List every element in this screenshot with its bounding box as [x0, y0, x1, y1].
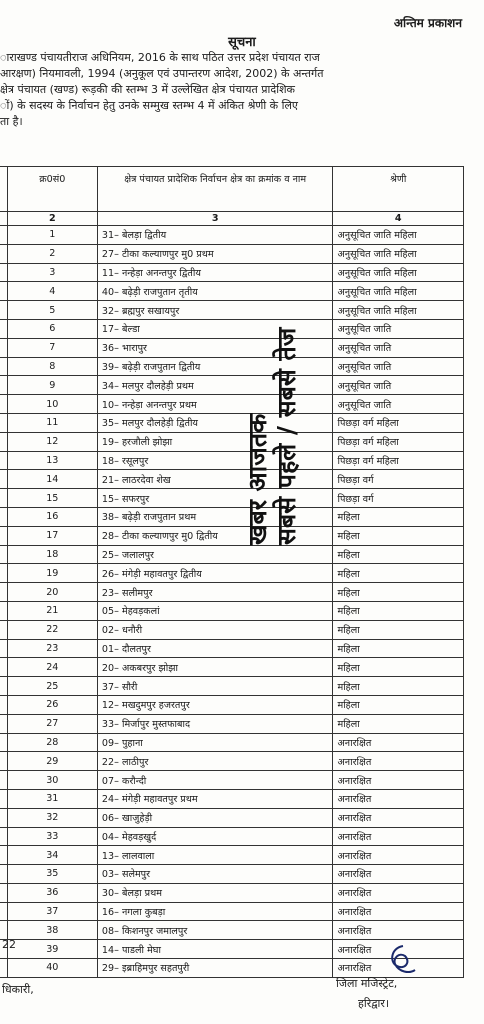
serial-cell: 35: [7, 865, 97, 884]
notice-title: सूचना: [228, 35, 256, 50]
district-name: हरिद्वार।: [358, 997, 390, 1010]
serial-cell: 10: [7, 395, 97, 414]
constituency-cell: 32– ब्रह्मपुर सखायपुर: [97, 301, 333, 320]
constituency-cell: 27– टीका कल्याणपुर मु0 प्रथम: [97, 244, 333, 263]
serial-cell: 39: [7, 940, 97, 959]
table-edge-cell: [0, 319, 7, 338]
table-edge-cell: [0, 883, 7, 902]
constituency-cell: 22– लाठीपुर: [97, 752, 333, 771]
table-edge-cell: [0, 212, 7, 226]
table-row: [0, 658, 464, 677]
table-row: [0, 338, 464, 357]
category-cell: अनारक्षित: [333, 808, 464, 827]
table-edge-cell: [0, 639, 7, 658]
table-row: [0, 883, 464, 902]
constituency-cell: 37– सौरी: [97, 677, 333, 696]
notice-paragraph: [0, 50, 484, 130]
table-edge-cell: [0, 771, 7, 790]
notice-line: ता है।: [0, 115, 23, 128]
index-col-4: 4: [333, 212, 464, 226]
table-row: [0, 714, 464, 733]
category-cell: अनारक्षित: [333, 752, 464, 771]
table-row: [0, 695, 464, 714]
serial-cell: 20: [7, 583, 97, 602]
serial-cell: 5: [7, 301, 97, 320]
table-edge-cell: [0, 808, 7, 827]
constituency-cell: 23– सलीमपुर: [97, 583, 333, 602]
serial-cell: 25: [7, 677, 97, 696]
table-row: [0, 451, 464, 470]
table-edge-cell: [0, 338, 7, 357]
serial-cell: 26: [7, 695, 97, 714]
footer-date: 22: [2, 938, 16, 951]
table-row: [0, 564, 464, 583]
constituency-cell: 40– बढ़ेड़ी राजपुतान तृतीय: [97, 282, 333, 301]
table-edge-cell: [0, 620, 7, 639]
serial-cell: 36: [7, 883, 97, 902]
table-edge-cell: [0, 413, 7, 432]
table-edge-cell: [0, 376, 7, 395]
constituency-cell: 29– इब्राहिमपुर सहतपुरी: [97, 959, 333, 978]
category-cell: अनारक्षित: [333, 883, 464, 902]
table-edge-cell: [0, 545, 7, 564]
table-row: [0, 432, 464, 451]
constituency-cell: 24– मंगेड़ी महावतपुर प्रथम: [97, 789, 333, 808]
signature-mark: [381, 944, 421, 978]
serial-cell: 16: [7, 507, 97, 526]
serial-cell: 18: [7, 545, 97, 564]
table-edge-cell: [0, 827, 7, 846]
table-edge-cell: [0, 658, 7, 677]
table-edge-cell: [0, 695, 7, 714]
category-cell: पिछड़ा वर्ग महिला: [333, 432, 464, 451]
category-cell: अनुसूचित जाति: [333, 338, 464, 357]
table-edge-cell: [0, 601, 7, 620]
table-row: [0, 846, 464, 865]
category-cell: अनारक्षित: [333, 959, 464, 978]
table-edge-cell: [0, 301, 7, 320]
category-cell: अनारक्षित: [333, 921, 464, 940]
serial-cell: 19: [7, 564, 97, 583]
constituency-cell: 01– दौलतपुर: [97, 639, 333, 658]
table-row: [0, 583, 464, 602]
category-cell: अनुसूचित जाति: [333, 376, 464, 395]
serial-cell: 22: [7, 620, 97, 639]
serial-cell: 21: [7, 601, 97, 620]
constituency-cell: 13– लालवाला: [97, 846, 333, 865]
serial-cell: 24: [7, 658, 97, 677]
serial-cell: 7: [7, 338, 97, 357]
table-row: [0, 413, 464, 432]
category-cell: महिला: [333, 677, 464, 696]
category-cell: महिला: [333, 639, 464, 658]
serial-cell: 1: [7, 226, 97, 245]
table-edge-cell: [0, 846, 7, 865]
table-row: [0, 319, 464, 338]
table-edge-cell: [0, 921, 7, 940]
table-edge-cell: [0, 263, 7, 282]
table-row: [0, 489, 464, 508]
table-row: [0, 789, 464, 808]
table-edge-cell: [0, 282, 7, 301]
serial-cell: 14: [7, 470, 97, 489]
serial-cell: 31: [7, 789, 97, 808]
table-row: [0, 470, 464, 489]
watermark-line-1: खबर आजतक: [243, 413, 272, 545]
category-cell: पिछड़ा वर्ग: [333, 489, 464, 508]
table-edge-cell: [0, 470, 7, 489]
constituency-cell: 36– भारापुर: [97, 338, 333, 357]
category-cell: अनुसूचित जाति: [333, 357, 464, 376]
serial-cell: 9: [7, 376, 97, 395]
constituency-cell: 08– किशनपुर जमालपुर: [97, 921, 333, 940]
table-edge-cell: [0, 677, 7, 696]
category-cell: अनुसूचित जाति महिला: [333, 244, 464, 263]
table-row: [0, 545, 464, 564]
table-edge-cell: [0, 583, 7, 602]
table-row: [0, 263, 464, 282]
serial-cell: 40: [7, 959, 97, 978]
table-row: [0, 677, 464, 696]
table-edge-cell: [0, 714, 7, 733]
serial-cell: 34: [7, 846, 97, 865]
constituency-cell: 26– मंगेड़ी महावतपुर द्वितीय: [97, 564, 333, 583]
table-row: [0, 639, 464, 658]
table-edge-cell: [0, 395, 7, 414]
category-cell: महिला: [333, 507, 464, 526]
notice-line: ों) के सदस्य के निर्वाचन हेतु उनके सम्मुख स्तम्भ 4 में अंकित श्रेणी के लिए: [0, 99, 299, 112]
category-cell: पिछड़ा वर्ग महिला: [333, 413, 464, 432]
serial-cell: 11: [7, 413, 97, 432]
table-row: [0, 526, 464, 545]
table-edge-cell: [0, 451, 7, 470]
category-cell: महिला: [333, 714, 464, 733]
category-cell: पिछड़ा वर्ग: [333, 470, 464, 489]
notice-line: आरक्षण) नियमावली, 1994 (अनुकूल एवं उपान्तरण आदेश, 2002) के अन्तर्गत: [0, 67, 324, 80]
table-edge-cell: [0, 789, 7, 808]
category-cell: अनारक्षित: [333, 733, 464, 752]
serial-cell: 12: [7, 432, 97, 451]
table-edge-cell: [0, 902, 7, 921]
serial-cell: 38: [7, 921, 97, 940]
serial-cell: 30: [7, 771, 97, 790]
category-cell: महिला: [333, 620, 464, 639]
notice-line: ाराखण्ड पंचायतीराज अधिनियम, 2016 के साथ पठित उत्तर प्रदेश पंचायत राज: [0, 51, 320, 64]
table-edge-cell: [0, 489, 7, 508]
table-row: [0, 827, 464, 846]
category-cell: अनारक्षित: [333, 789, 464, 808]
table-row: [0, 226, 464, 245]
serial-cell: 33: [7, 827, 97, 846]
constituency-cell: 30– बेलड़ा प्रथम: [97, 883, 333, 902]
serial-cell: 4: [7, 282, 97, 301]
constituency-cell: 17– बेल्डा: [97, 319, 333, 338]
serial-cell: 8: [7, 357, 97, 376]
constituency-cell: 03– सलेमपुर: [97, 865, 333, 884]
index-col-3: 3: [97, 212, 333, 226]
final-publication-label: अन्तिम प्रकाशन: [393, 16, 462, 30]
watermark-line-2: सबसे पहले / सबसे तेज: [272, 327, 301, 545]
footer-officer-title: धिकारी,: [2, 983, 34, 996]
notice-line: क्षेत्र पंचायत (खण्ड) रूड़की की स्तम्भ 3 में उल्लेखित क्षेत्र पंचायत प्रादेशिक: [0, 83, 296, 96]
index-col-2: 2: [7, 212, 97, 226]
serial-cell: 13: [7, 451, 97, 470]
category-cell: अनुसूचित जाति महिला: [333, 282, 464, 301]
table-edge-cell: [0, 526, 7, 545]
constituency-cell: 10– नन्हेड़ा अनन्तपुर प्रथम: [97, 395, 333, 414]
table-row: [0, 733, 464, 752]
serial-cell: 2: [7, 244, 97, 263]
table-edge-cell: [0, 733, 7, 752]
constituency-cell: 28– टीका कल्याणपुर मु0 द्वितीय: [97, 526, 333, 545]
table-row: [0, 865, 464, 884]
table-row: [0, 507, 464, 526]
table-row: [0, 771, 464, 790]
district-magistrate-title: जिला मजिस्ट्रेट,: [336, 977, 398, 990]
table-row: [0, 301, 464, 320]
constituency-cell: 35– मलपुर दौलहेड़ी द्वितीय: [97, 413, 333, 432]
constituency-cell: 06– खाजुहेड़ी: [97, 808, 333, 827]
constituency-cell: 16– नगला कुबड़ा: [97, 902, 333, 921]
serial-cell: 6: [7, 319, 97, 338]
constituency-cell: 33– मिर्जापुर मुस्तफाबाद: [97, 714, 333, 733]
table-row: [0, 921, 464, 940]
category-cell: अनारक्षित: [333, 771, 464, 790]
serial-cell: 37: [7, 902, 97, 921]
table-edge-cell: [0, 865, 7, 884]
category-cell: अनुसूचित जाति महिला: [333, 301, 464, 320]
constituency-table: [0, 166, 464, 978]
category-cell: अनारक्षित: [333, 865, 464, 884]
constituency-cell: 04– मेहवड़खुर्द: [97, 827, 333, 846]
table-edge-cell: [0, 959, 7, 978]
constituency-cell: 19– हरजौली झोझा: [97, 432, 333, 451]
serial-cell: 17: [7, 526, 97, 545]
category-cell: अनुसूचित जाति: [333, 319, 464, 338]
serial-cell: 23: [7, 639, 97, 658]
category-cell: अनारक्षित: [333, 846, 464, 865]
constituency-cell: 09– पुहाना: [97, 733, 333, 752]
table-row: [0, 620, 464, 639]
constituency-cell: 12– मखदुमपुर हजरतपुर: [97, 695, 333, 714]
table-row: [0, 808, 464, 827]
header-constituency: क्षेत्र पंचायत प्रादेशिक निर्वाचन क्षेत्र का क्रमांक व नाम: [97, 167, 333, 212]
constituency-cell: 34– मलपुर दौलहेड़ी प्रथम: [97, 376, 333, 395]
serial-cell: 28: [7, 733, 97, 752]
constituency-cell: 14– पाडली मेघा: [97, 940, 333, 959]
constituency-cell: 18– रसूलपुर: [97, 451, 333, 470]
constituency-cell: 20– अकबरपुर झोझा: [97, 658, 333, 677]
constituency-cell: 15– सफरपुर: [97, 489, 333, 508]
category-cell: अनुसूचित जाति महिला: [333, 226, 464, 245]
category-cell: अनारक्षित: [333, 940, 464, 959]
table-edge-cell: [0, 167, 7, 212]
constituency-cell: 07– करौन्दी: [97, 771, 333, 790]
header-category: श्रेणी: [333, 167, 464, 212]
category-cell: महिला: [333, 564, 464, 583]
serial-cell: 32: [7, 808, 97, 827]
category-cell: महिला: [333, 526, 464, 545]
table-edge-cell: [0, 564, 7, 583]
table-row: [0, 376, 464, 395]
constituency-cell: 39– बढ़ेड़ी राजपुतान द्वितीय: [97, 357, 333, 376]
constituency-cell: 11– नन्हेड़ा अनन्तपुर द्वितीय: [97, 263, 333, 282]
table-row: [0, 752, 464, 771]
category-cell: महिला: [333, 545, 464, 564]
constituency-cell: 25– जलालपुर: [97, 545, 333, 564]
serial-cell: 3: [7, 263, 97, 282]
category-cell: महिला: [333, 583, 464, 602]
category-cell: महिला: [333, 695, 464, 714]
table-row: [0, 282, 464, 301]
table-body: [0, 226, 464, 978]
constituency-cell: 21– लाठरदेवा शेख: [97, 470, 333, 489]
serial-cell: 27: [7, 714, 97, 733]
category-cell: महिला: [333, 658, 464, 677]
serial-cell: 15: [7, 489, 97, 508]
header-serial: क्र0सं0: [7, 167, 97, 212]
constituency-cell: 05– मेहवड़कलां: [97, 601, 333, 620]
table-row: [0, 357, 464, 376]
category-cell: पिछड़ा वर्ग महिला: [333, 451, 464, 470]
category-cell: अनुसूचित जाति: [333, 395, 464, 414]
table-row: [0, 395, 464, 414]
table-row: [0, 244, 464, 263]
category-cell: अनुसूचित जाति महिला: [333, 263, 464, 282]
table-row: [0, 902, 464, 921]
constituency-cell: 31– बेलड़ा द्वितीय: [97, 226, 333, 245]
table-edge-cell: [0, 357, 7, 376]
serial-cell: 29: [7, 752, 97, 771]
table-edge-cell: [0, 507, 7, 526]
table-edge-cell: [0, 752, 7, 771]
category-cell: अनारक्षित: [333, 902, 464, 921]
table-edge-cell: [0, 244, 7, 263]
category-cell: महिला: [333, 601, 464, 620]
category-cell: अनारक्षित: [333, 827, 464, 846]
table-edge-cell: [0, 432, 7, 451]
table-edge-cell: [0, 226, 7, 245]
constituency-cell: 02– धनौरी: [97, 620, 333, 639]
constituency-cell: 38– बढ़ेड़ी राजपुतान प्रथम: [97, 507, 333, 526]
table-row: [0, 601, 464, 620]
